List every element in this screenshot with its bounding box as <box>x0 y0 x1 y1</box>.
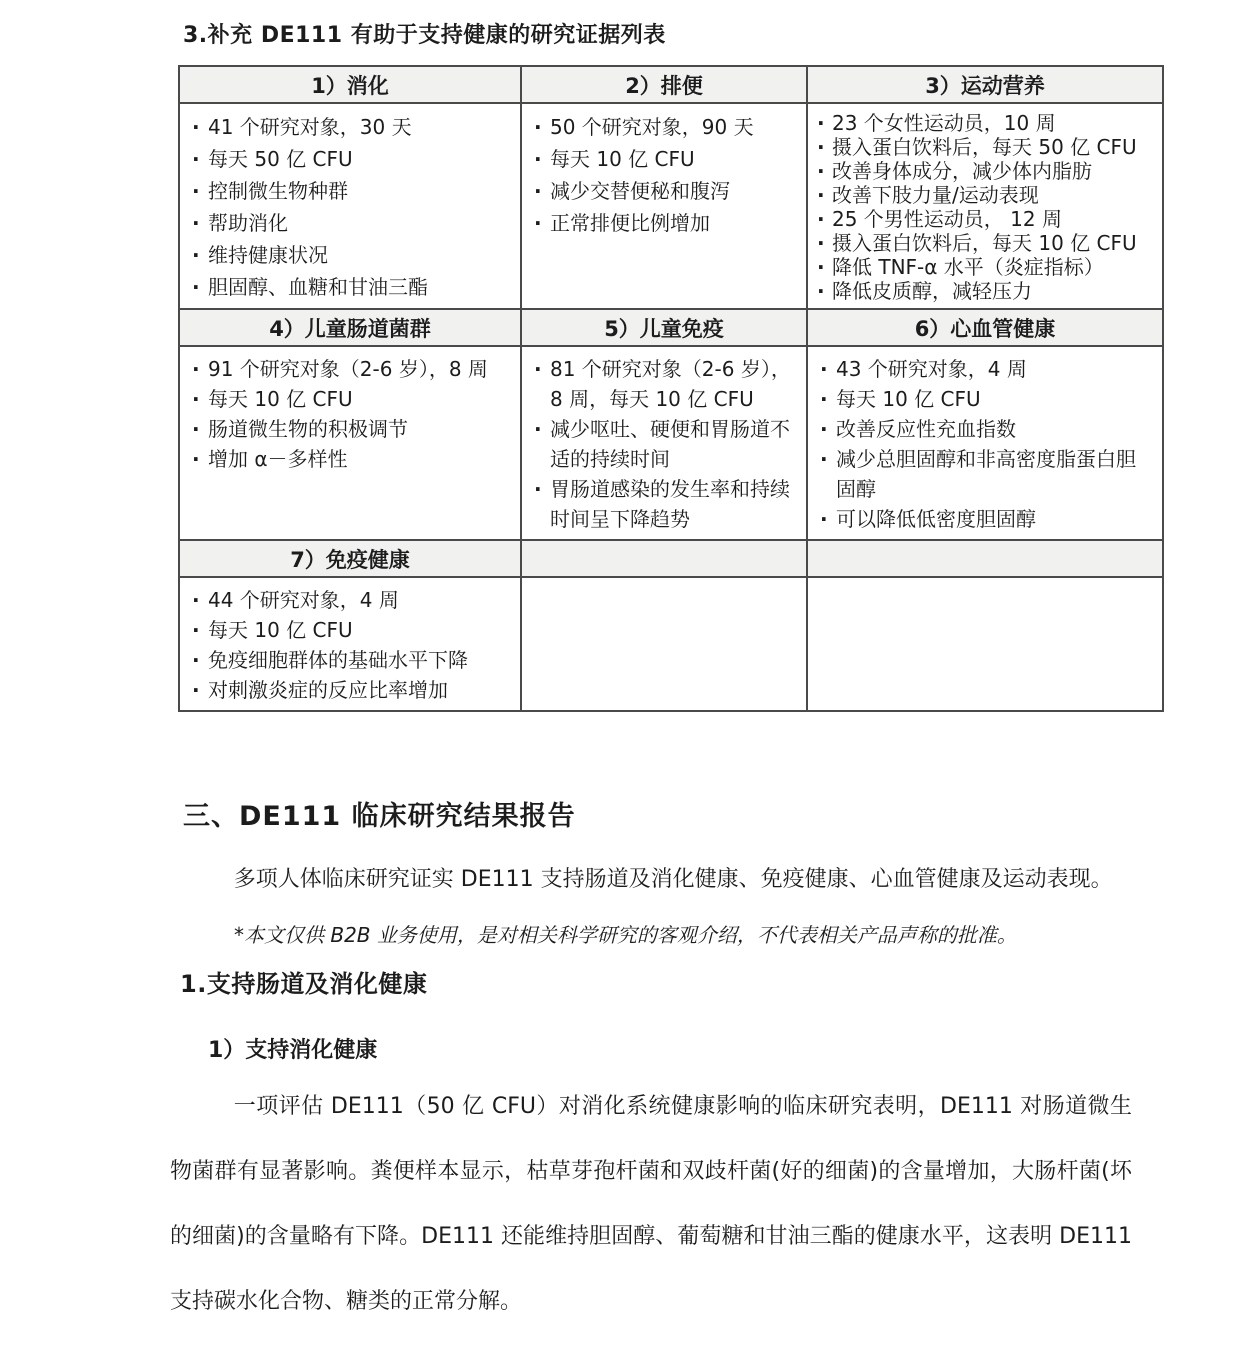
col-header-children-gut: 4）儿童肠道菌群 <box>179 309 521 346</box>
digestion-study-paragraph: 一项评估 DE111（50 亿 CFU）对消化系统健康影响的临床研究表明，DE111 对肠道微生物菌群有显著影响。粪便样本显示，枯草芽孢杆菌和双歧杆菌(好的细菌)的含量增加，大肠杆菌(坏的细菌)的含量略有下降。DE111 还能维持胆固醇、葡萄糖和甘油三酯的健康水平，这表明 DE111 支持碳水化合物、糖类的正常分解。 <box>170 1094 1132 1314</box>
bullet-item: · 减少总胆固醇和非高密度脂蛋白胆固醇 <box>814 444 1154 504</box>
bullet-item: · 改善反应性充血指数 <box>814 414 1154 444</box>
bullet-item: · 控制微生物种群 <box>186 175 512 207</box>
bullet-item: · 降低 TNF-α 水平（炎症指标） <box>814 255 1154 279</box>
bullet-item: · 胆固醇、血糖和甘油三酯 <box>186 271 512 303</box>
col-header-digestion: 1）消化 <box>179 66 521 103</box>
bullet-item: · 25 个男性运动员， 12 周 <box>814 207 1154 231</box>
bullet-item: · 91 个研究对象（2-6 岁），8 周 <box>186 354 512 384</box>
empty-cell <box>521 577 807 711</box>
bullet-item: · 摄入蛋白饮料后，每天 50 亿 CFU <box>814 135 1154 159</box>
bullet-item: · 维持健康状况 <box>186 239 512 271</box>
bullet-item: · 每天 10 亿 CFU <box>186 615 512 645</box>
subsection-1-heading: 1.支持肠道及消化健康 <box>180 970 428 998</box>
b2b-disclaimer-note: *本文仅供 B2B 业务使用，是对相关科学研究的客观介绍，不代表相关产品声称的批准。 <box>234 923 1017 947</box>
bullet-item: · 81 个研究对象（2-6 岁），8 周，每天 10 亿 CFU <box>528 354 798 414</box>
bullet-item: · 每天 10 亿 CFU <box>814 384 1154 414</box>
subsection-1-1-heading: 1）支持消化健康 <box>208 1038 378 1063</box>
bullet-item: · 41 个研究对象，30 天 <box>186 111 512 143</box>
report-section-heading: 三、DE111 临床研究结果报告 <box>183 801 576 832</box>
bullet-item: · 减少呕吐、硬便和胃肠道不适的持续时间 <box>528 414 798 474</box>
cell-children-gut <box>179 346 521 540</box>
cell-bowel <box>521 103 807 309</box>
empty-header-cell <box>521 540 807 577</box>
col-header-bowel: 2）排便 <box>521 66 807 103</box>
bullet-item: · 免疫细胞群体的基础水平下降 <box>186 645 512 675</box>
bullet-item: · 肠道微生物的积极调节 <box>186 414 512 444</box>
bullet-item: · 减少交替便秘和腹泻 <box>528 175 798 207</box>
bullet-item: · 44 个研究对象，4 周 <box>186 585 512 615</box>
header-row-2 <box>179 309 1163 346</box>
cell-cardiovascular <box>807 346 1163 540</box>
col-header-children-immunity: 5）儿童免疫 <box>521 309 807 346</box>
evidence-table <box>178 65 1164 712</box>
bullet-item: · 43 个研究对象，4 周 <box>814 354 1154 384</box>
bullet-item: · 23 个女性运动员，10 周 <box>814 111 1154 135</box>
bullet-item: · 正常排便比例增加 <box>528 207 798 239</box>
col-header-cardiovascular: 6）心血管健康 <box>807 309 1163 346</box>
bullet-item: · 每天 50 亿 CFU <box>186 143 512 175</box>
cell-digestion <box>179 103 521 309</box>
bullet-item: · 每天 10 亿 CFU <box>528 143 798 175</box>
bullet-item: · 改善身体成分，减少体内脂肪 <box>814 159 1154 183</box>
bullet-item: · 胃肠道感染的发生率和持续时间呈下降趋势 <box>528 474 798 534</box>
bullet-item: · 摄入蛋白饮料后，每天 10 亿 CFU <box>814 231 1154 255</box>
intro-paragraph: 多项人体临床研究证实 DE111 支持肠道及消化健康、免疫健康、心血管健康及运动表现。 <box>233 867 1113 892</box>
bullet-item: · 增加 α－多样性 <box>186 444 512 474</box>
cell-sports-nutrition <box>807 103 1163 309</box>
bullet-item: · 改善下肢力量/运动表现 <box>814 183 1154 207</box>
cell-children-immunity <box>521 346 807 540</box>
content-row-2 <box>179 346 1163 540</box>
header-row-3 <box>179 540 1163 577</box>
bullet-item: · 帮助消化 <box>186 207 512 239</box>
content-row-1 <box>179 103 1163 309</box>
col-header-sports-nutrition: 3）运动营养 <box>807 66 1163 103</box>
cell-immune-health <box>179 577 521 711</box>
content-row-3 <box>179 577 1163 711</box>
empty-cell <box>807 577 1163 711</box>
bullet-item: · 50 个研究对象，90 天 <box>528 111 798 143</box>
bullet-item: · 每天 10 亿 CFU <box>186 384 512 414</box>
table-caption: 3.补充 DE111 有助于支持健康的研究证据列表 <box>183 23 666 48</box>
header-row-1 <box>179 66 1163 103</box>
empty-header-cell <box>807 540 1163 577</box>
col-header-immune-health: 7）免疫健康 <box>179 540 521 577</box>
bullet-item: · 降低皮质醇，减轻压力 <box>814 279 1154 303</box>
bullet-item: · 对刺激炎症的反应比率增加 <box>186 675 512 705</box>
bullet-item: · 可以降低低密度胆固醇 <box>814 504 1154 534</box>
